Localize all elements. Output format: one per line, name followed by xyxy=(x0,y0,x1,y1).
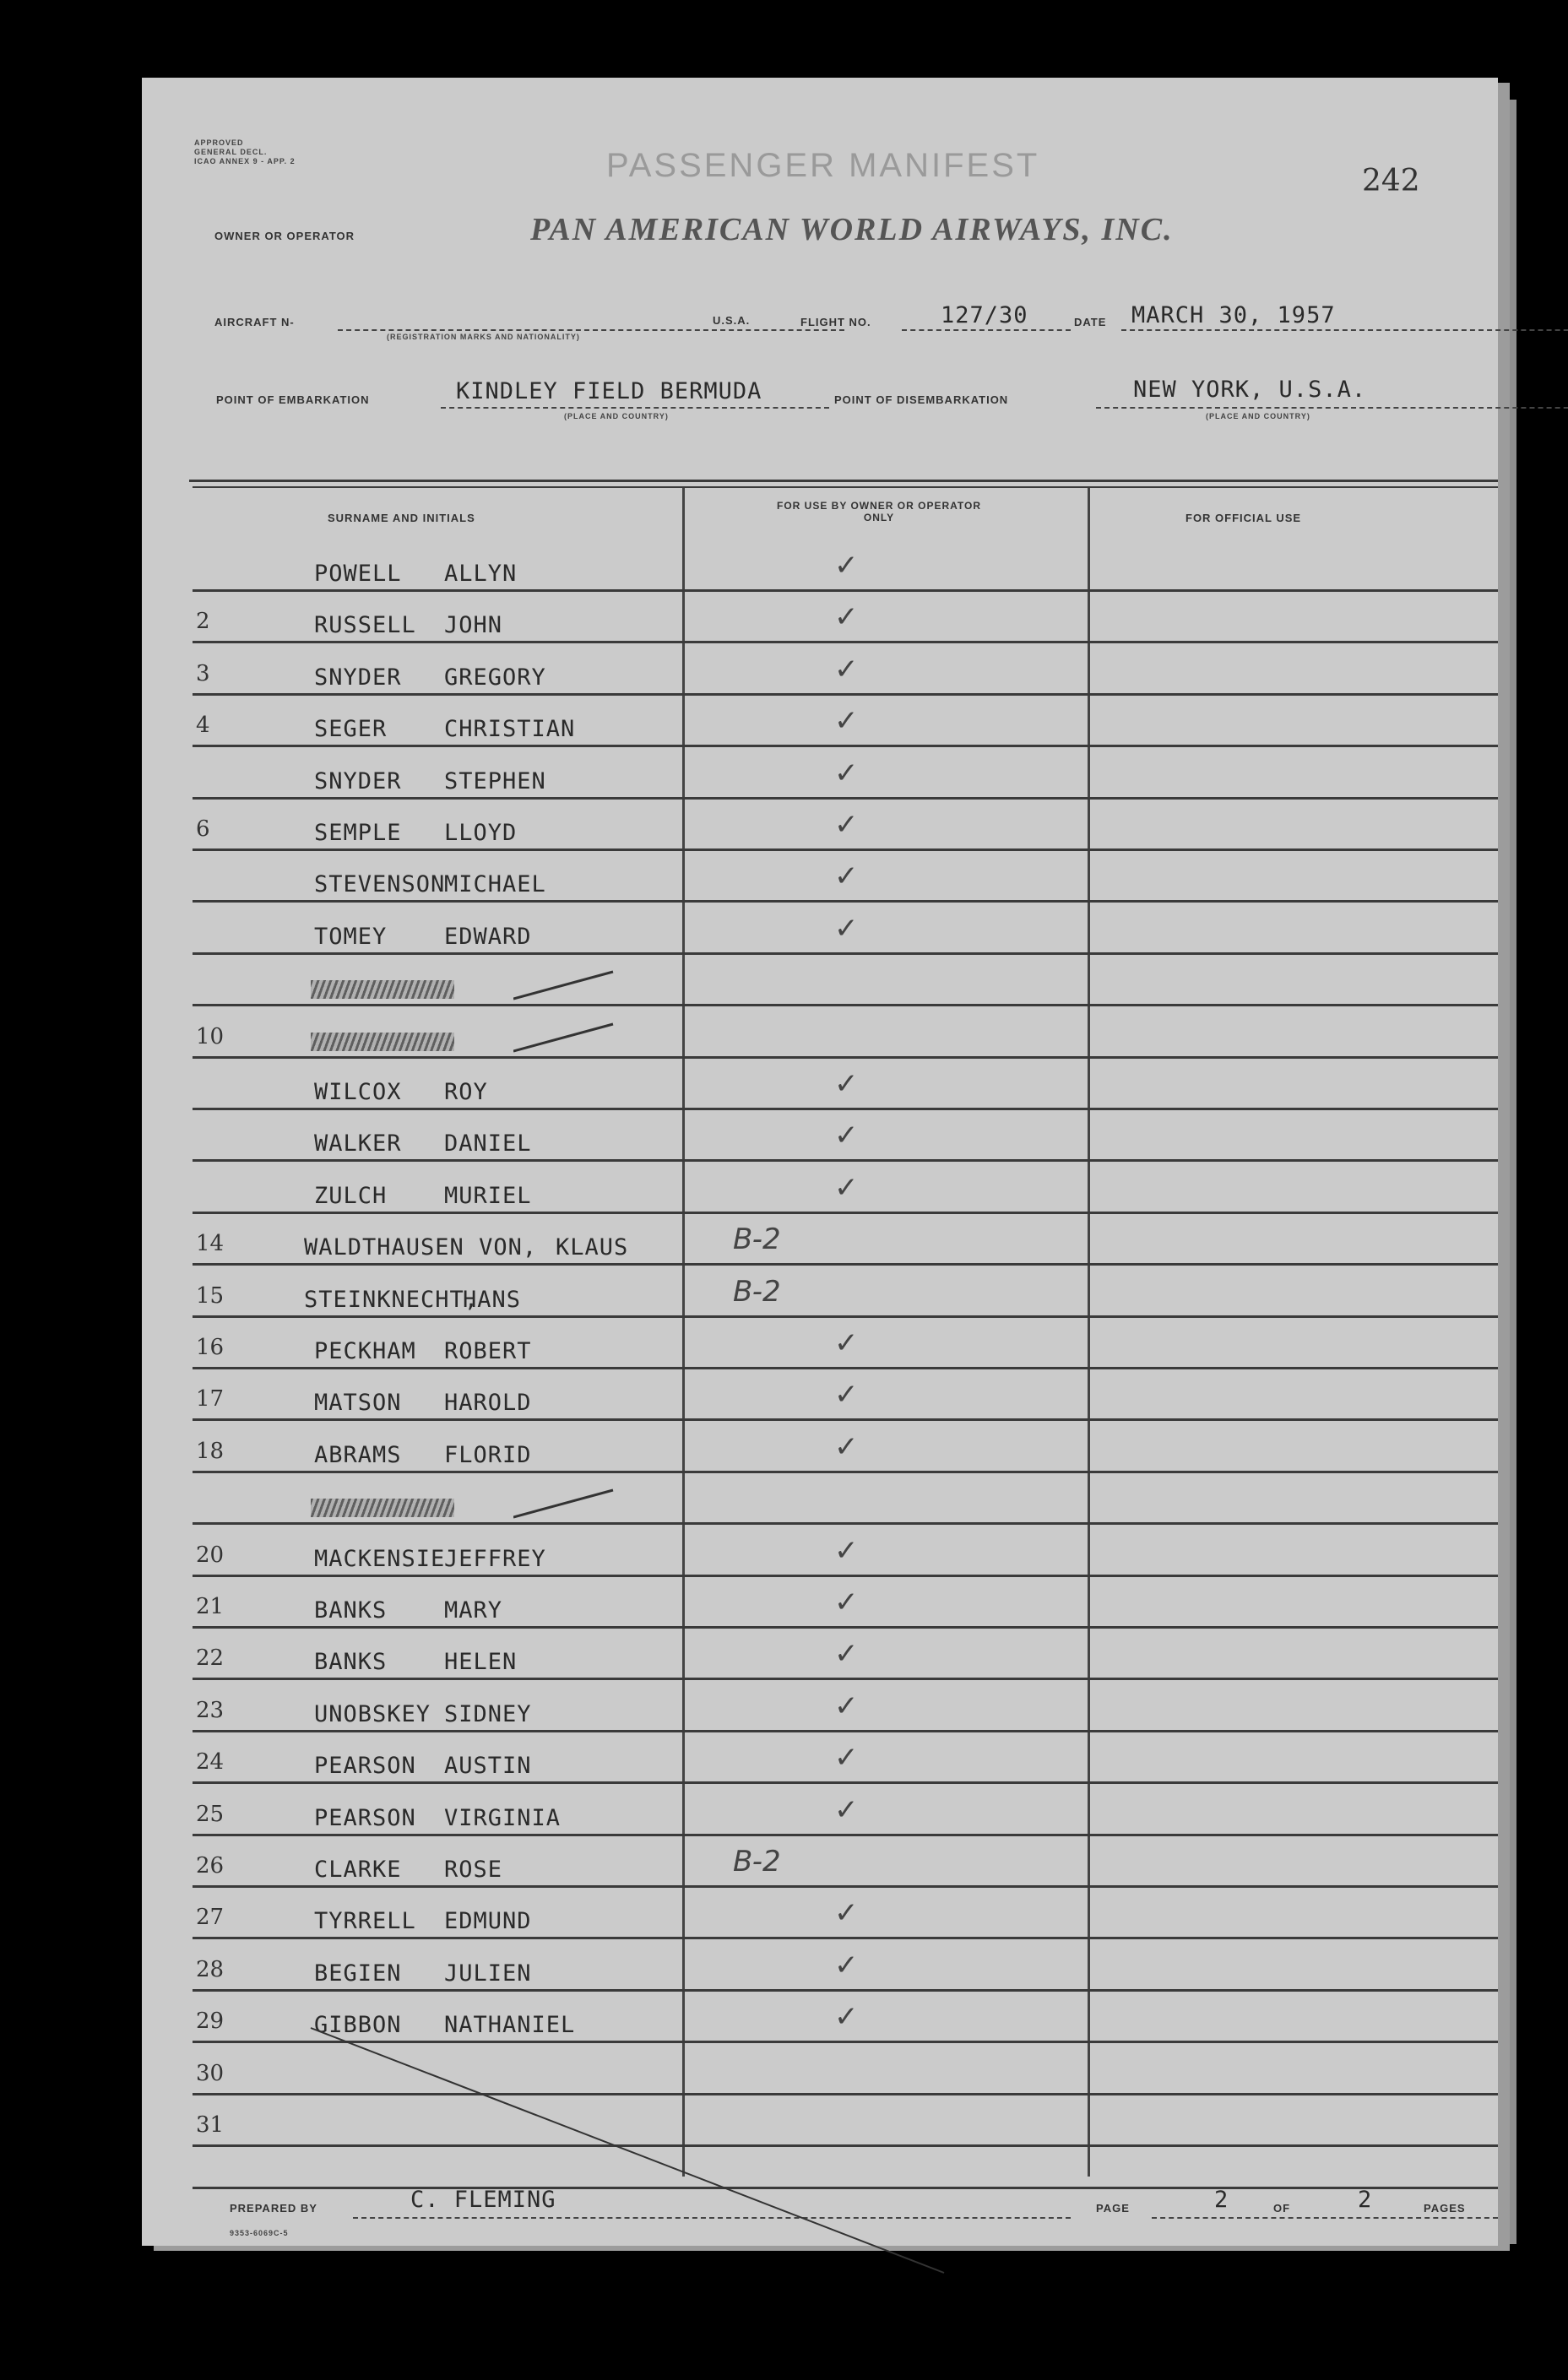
row-rule xyxy=(193,1471,1498,1473)
row-number: 4 xyxy=(196,713,210,738)
prepared-value: C. FLEMING xyxy=(410,2187,556,2213)
row-rule xyxy=(193,797,1498,800)
passenger-given-name: MARY xyxy=(444,1597,503,1624)
passenger-given-name: MICHAEL xyxy=(444,871,546,897)
check-mark: ✓ xyxy=(834,859,859,893)
disembark-caption: (PLACE AND COUNTRY) xyxy=(1206,412,1310,420)
pages-label: PAGES xyxy=(1424,2202,1466,2215)
table-top-rule xyxy=(189,480,1498,482)
passenger-surname: CLARKE xyxy=(314,1857,402,1883)
passenger-surname: WALDTHAUSEN VON, xyxy=(304,1234,538,1260)
row-number: 16 xyxy=(196,1335,225,1360)
row-number: 22 xyxy=(196,1645,225,1671)
passenger-surname: PECKHAM xyxy=(314,1338,416,1364)
form-number: 9353-6069C-5 xyxy=(230,2229,289,2237)
passenger-surname: PEARSON xyxy=(314,1753,416,1779)
check-mark: ✓ xyxy=(834,808,859,842)
row-rule xyxy=(193,745,1498,747)
check-mark: ✓ xyxy=(834,756,859,790)
passenger-given-name: STEPHEN xyxy=(444,768,546,794)
strike-slash xyxy=(513,1021,615,1054)
row-number: 15 xyxy=(196,1283,225,1309)
owner-value: PAN AMERICAN WORLD AIRWAYS, INC. xyxy=(530,212,1174,247)
row-rule xyxy=(193,1730,1498,1732)
col-surname-header: SURNAME AND INITIALS xyxy=(328,512,475,524)
check-mark: ✓ xyxy=(834,1741,859,1775)
check-mark: ✓ xyxy=(834,912,859,946)
prepared-label: PREPARED BY xyxy=(230,2202,317,2215)
row-number: 3 xyxy=(196,661,210,686)
struck-out-entry xyxy=(311,980,454,999)
passenger-surname: TYRRELL xyxy=(314,1908,416,1934)
row-rule xyxy=(193,641,1498,643)
passenger-surname: ABRAMS xyxy=(314,1442,402,1468)
passenger-surname: SNYDER xyxy=(314,768,402,794)
aircraft-label: AIRCRAFT N- xyxy=(214,316,295,328)
strike-slash xyxy=(513,1487,615,1521)
passenger-surname: POWELL xyxy=(314,561,402,587)
page-stamp: 242 xyxy=(1362,164,1420,198)
row-rule xyxy=(193,1263,1498,1266)
passenger-given-name: EDWARD xyxy=(444,924,532,950)
passenger-given-name: VIRGINIA xyxy=(444,1805,562,1831)
passenger-surname: ZULCH xyxy=(314,1183,388,1209)
passenger-surname: WILCOX xyxy=(314,1079,402,1105)
col-owner-header: FOR USE BY OWNER OR OPERATOR ONLY xyxy=(776,500,982,523)
row-rule xyxy=(193,589,1498,592)
passenger-surname: BANKS xyxy=(314,1649,388,1675)
row-number: 28 xyxy=(196,1957,225,1982)
check-mark: ✓ xyxy=(834,1637,859,1671)
embark-underline xyxy=(441,407,829,409)
passenger-surname: GIBBON xyxy=(314,2012,402,2038)
of-label: OF xyxy=(1273,2202,1291,2215)
passenger-surname: STEVENSON xyxy=(314,871,446,897)
passenger-given-name: FLORID xyxy=(444,1442,532,1468)
row-rule xyxy=(193,952,1498,955)
approval-block xyxy=(194,138,296,166)
row-rule xyxy=(193,1937,1498,1939)
check-mark: ✓ xyxy=(834,1586,859,1619)
passenger-given-name: HANS xyxy=(463,1287,522,1313)
struck-out-entry xyxy=(311,1033,454,1051)
row-rule xyxy=(193,900,1498,903)
passenger-manifest-sheet xyxy=(142,78,1498,2246)
owner-label: OWNER OR OPERATOR xyxy=(214,230,355,242)
passenger-given-name: ROBERT xyxy=(444,1338,532,1364)
row-rule xyxy=(193,1834,1498,1836)
passenger-surname: MATSON xyxy=(314,1390,402,1416)
row-number: 20 xyxy=(196,1542,225,1568)
passenger-surname: UNOBSKEY xyxy=(314,1701,431,1727)
check-mark: ✓ xyxy=(834,549,859,583)
closing-slash xyxy=(302,2019,978,2290)
passenger-surname: SEGER xyxy=(314,716,388,742)
row-number: 10 xyxy=(196,1024,225,1049)
disembark-value: NEW YORK, U.S.A. xyxy=(1133,377,1367,403)
flight-value: 127/30 xyxy=(941,302,1028,328)
row-number: 24 xyxy=(196,1749,225,1775)
row-rule xyxy=(193,1885,1498,1888)
passenger-given-name: LLOYD xyxy=(444,820,518,846)
passenger-surname: SEMPLE xyxy=(314,820,402,846)
passenger-given-name: DANIEL xyxy=(444,1130,532,1157)
passenger-given-name: EDMUND xyxy=(444,1908,532,1934)
aircraft-caption: (REGISTRATION MARKS AND NATIONALITY) xyxy=(387,333,580,341)
visa-mark: B-2 xyxy=(733,1275,781,1309)
check-mark: ✓ xyxy=(834,1430,859,1464)
row-rule xyxy=(193,1367,1498,1369)
check-mark: ✓ xyxy=(834,1067,859,1101)
check-mark: ✓ xyxy=(834,1689,859,1723)
passenger-given-name: CHRISTIAN xyxy=(444,716,576,742)
page-label: PAGE xyxy=(1096,2202,1130,2215)
approval-line: GENERAL DECL. xyxy=(194,148,268,156)
disembark-underline xyxy=(1096,407,1568,409)
row-number: 2 xyxy=(196,609,210,634)
passenger-surname: BANKS xyxy=(314,1597,388,1624)
embark-caption: (PLACE AND COUNTRY) xyxy=(564,412,669,420)
visa-mark: B-2 xyxy=(733,1845,781,1879)
row-rule xyxy=(193,1678,1498,1680)
row-number: 25 xyxy=(196,1802,225,1827)
struck-out-entry xyxy=(311,1499,454,1517)
embark-label: POINT OF EMBARKATION xyxy=(216,393,370,406)
passenger-given-name: NATHANIEL xyxy=(444,2012,576,2038)
passenger-given-name: SIDNEY xyxy=(444,1701,532,1727)
date-underline xyxy=(1121,329,1568,331)
approval-line: APPROVED xyxy=(194,138,244,147)
col-official-header: FOR OFFICIAL USE xyxy=(1185,512,1302,524)
passenger-given-name: ALLYN xyxy=(444,561,518,587)
row-rule xyxy=(193,1522,1498,1525)
check-mark: ✓ xyxy=(834,1949,859,1982)
row-rule xyxy=(193,1108,1498,1110)
disembark-label: POINT OF DISEMBARKATION xyxy=(834,393,1009,406)
passenger-surname: WALKER xyxy=(314,1130,402,1157)
row-rule xyxy=(193,1159,1498,1162)
check-mark: ✓ xyxy=(834,653,859,686)
passenger-given-name: HELEN xyxy=(444,1649,518,1675)
row-number: 23 xyxy=(196,1698,225,1723)
check-mark: ✓ xyxy=(834,1793,859,1827)
strike-slash xyxy=(513,968,615,1002)
visa-mark: B-2 xyxy=(733,1223,781,1256)
row-number: 21 xyxy=(196,1594,225,1619)
row-number: 26 xyxy=(196,1853,225,1879)
column-divider-1 xyxy=(682,488,685,2177)
row-rule xyxy=(193,1004,1498,1006)
check-mark: ✓ xyxy=(834,1534,859,1568)
row-rule xyxy=(193,1781,1498,1784)
check-mark: ✓ xyxy=(834,704,859,738)
passenger-given-name: MURIEL xyxy=(444,1183,532,1209)
row-number: 29 xyxy=(196,2009,225,2034)
row-rule xyxy=(193,1418,1498,1421)
row-number: 30 xyxy=(196,2061,225,2086)
passenger-given-name: ROY xyxy=(444,1079,488,1105)
row-number: 31 xyxy=(196,2112,225,2138)
passenger-surname: TOMEY xyxy=(314,924,388,950)
row-rule xyxy=(193,1315,1498,1318)
of-value: 2 xyxy=(1358,2187,1373,2213)
page-underline xyxy=(1152,2217,1498,2219)
embark-value: KINDLEY FIELD BERMUDA xyxy=(456,378,762,404)
passenger-given-name: KLAUS xyxy=(556,1234,629,1260)
row-number: 17 xyxy=(196,1386,225,1412)
passenger-given-name: JOHN xyxy=(444,612,503,638)
row-rule xyxy=(193,1212,1498,1214)
passenger-given-name: JULIEN xyxy=(444,1960,532,1987)
row-rule xyxy=(193,1575,1498,1577)
row-rule xyxy=(193,693,1498,696)
flight-label: FLIGHT NO. xyxy=(800,316,871,328)
check-mark: ✓ xyxy=(834,1326,859,1360)
passenger-given-name: JEFFREY xyxy=(444,1546,546,1572)
passenger-given-name: GREGORY xyxy=(444,664,546,691)
passenger-surname: BEGIEN xyxy=(314,1960,402,1987)
aircraft-underline xyxy=(338,329,844,331)
row-rule xyxy=(193,1626,1498,1629)
row-number: 18 xyxy=(196,1439,225,1464)
check-mark: ✓ xyxy=(834,1119,859,1152)
row-rule xyxy=(193,1056,1498,1059)
check-mark: ✓ xyxy=(834,600,859,634)
page-value: 2 xyxy=(1214,2187,1229,2213)
check-mark: ✓ xyxy=(834,2000,859,2034)
paper-edge xyxy=(1498,100,1516,2244)
row-number: 6 xyxy=(196,816,210,842)
flight-underline xyxy=(902,329,1071,331)
passenger-given-name: HAROLD xyxy=(444,1390,532,1416)
check-mark: ✓ xyxy=(834,1378,859,1412)
check-mark: ✓ xyxy=(834,1896,859,1930)
date-label: DATE xyxy=(1074,316,1107,328)
passenger-given-name: ROSE xyxy=(444,1857,503,1883)
passenger-surname: STEINKNECHT, xyxy=(304,1287,480,1313)
column-divider-2 xyxy=(1088,488,1090,2177)
row-rule xyxy=(193,848,1498,851)
passenger-surname: RUSSELL xyxy=(314,612,416,638)
check-mark: ✓ xyxy=(834,1171,859,1205)
date-value: MARCH 30, 1957 xyxy=(1131,302,1336,328)
passenger-surname: SNYDER xyxy=(314,664,402,691)
row-rule xyxy=(193,1989,1498,1992)
row-number: 27 xyxy=(196,1905,225,1930)
passenger-surname: MACKENSIE xyxy=(314,1546,446,1572)
passenger-surname: PEARSON xyxy=(314,1805,416,1831)
row-number: 14 xyxy=(196,1231,225,1256)
form-title: PASSENGER MANIFEST xyxy=(606,147,1040,184)
table-top-rule-2 xyxy=(193,486,1498,488)
passenger-given-name: AUSTIN xyxy=(444,1753,532,1779)
approval-line: ICAO ANNEX 9 - APP. 2 xyxy=(194,157,296,165)
usa-label: U.S.A. xyxy=(713,314,751,327)
